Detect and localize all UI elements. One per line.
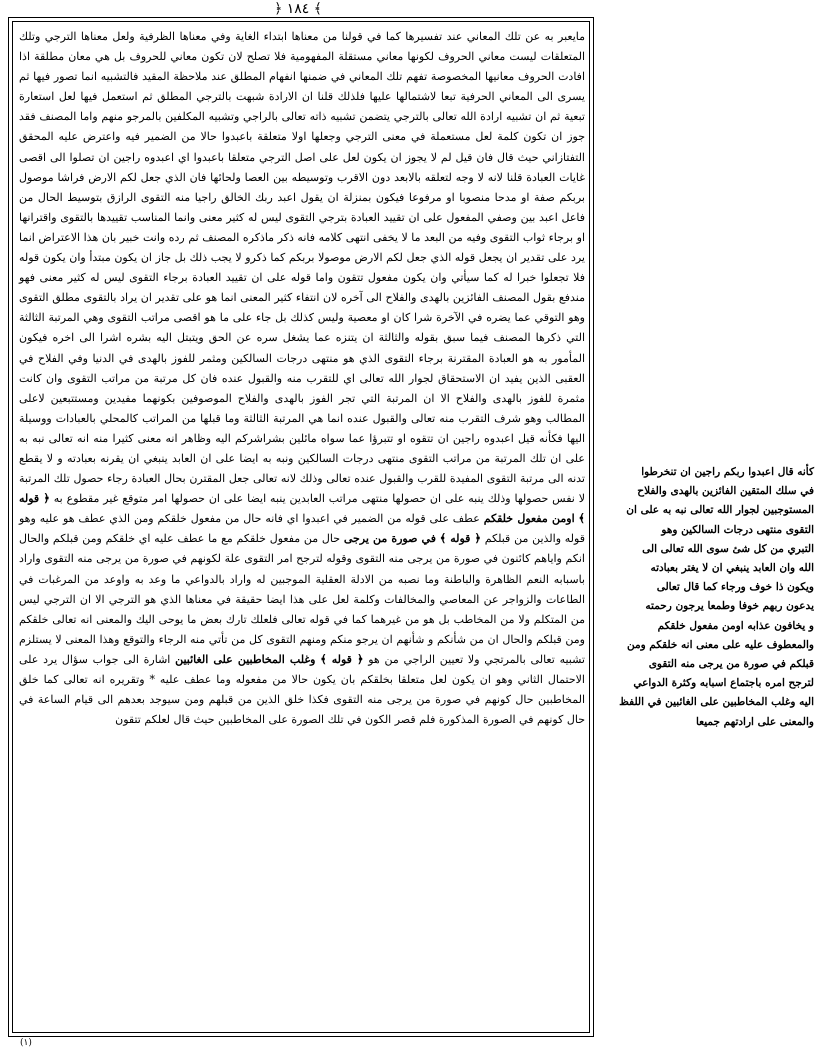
qawluhu-marker: ﴿ قوله ﴾ xyxy=(19,492,585,526)
commentary-paragraph-4: اشارة الى جواب سؤال يرد على الاحتمال الثاني وهو ان يكون لعل متعلقا بخلقكم بان يكون حالا من مفعوله وما عطف عليه * وتقريره انه تعالى كما خلق المخاطبين حال كونهم في صورة من يرجى منه التقوى فكذا خلق الذين من قبلهم ومن سيوجد بعدهم الى قيام الساعة في حال كونهم في الصورة المذكورة فلم قصر الكون في تلك الصورة على المخاطبين حيث قال لعلكم تتقون xyxy=(19,652,585,727)
quoted-phrase: اومن مفعول خلقكم xyxy=(483,512,575,526)
main-commentary xyxy=(19,27,585,730)
margin-line: ويكون ذا خوف ورجاء كما قال تعالى xyxy=(656,581,814,594)
commentary-paragraph-2: عطف على قوله من الضمير في اعبدوا اي فانه حال من مفعول خلقكم ومن الذي عطف هو عليه وهو قوله والذين من قبلكم xyxy=(19,512,585,546)
margin-line: في سلك المتقين الفائزين بالهدى والفلاح xyxy=(637,485,814,498)
margin-line: والمعطوف عليه على معنى انه خلقكم ومن xyxy=(626,638,814,651)
qawluhu-marker: ﴿ قوله ﴾ xyxy=(320,652,364,666)
margin-line: و يخافون عذابه اومن مفعول خلقكم xyxy=(657,619,814,632)
margin-line: اليه وغلب المخاطبين على الغائبين في اللفظ xyxy=(619,696,814,709)
margin-line: والمعنى على ارادتهم جميعا xyxy=(695,715,814,728)
margin-line: لترجح امره باجتماع اسبابه وكثرة الدواعي xyxy=(633,677,814,690)
commentary-paragraph-1: مايعبر به عن تلك المعاني عند تفسيرها كما في قولنا من معناها ابتداء الغاية وفي معناها الظرفية ولعل معناها الترجي وتلك المتعلقات ليست معاني الحروف لكونها معاني مستقلة المفهومية فلا تصلح لان تكون معاني للحروف بل هي معان مطلقة اذا افادت الحروف معانيها المخصوصة تفهم تلك المعاني في ضمنها انفهام المطلق عند ملاحظة المقيد فالتشبيه انما تصور فيها ثم يسرى الى المعاني الحرفية تبعا لاشتمالها عليها فلذلك قلنا ان الارادة شبهت بالترجي المطلق ثم استعمل فيها لعل استعارة تبعية ثم ان تشبيه ارادة الله تعالى بالترجي يتضمن تشبيه ذاته تعالى بالراجي وتشبيه المكلفين بالمرجو منهم واما المصنف فقد جوز ان تكون كلمة لعل مستعملة في معنى الترجي وجعلها اولا متعلقة باعبدوا حالا من الضمير فيه واعترض عليه المحقق التفتازاني حيث قال فان قيل لم لا يجوز ان يكون لعل على اصل الترجي متعلقا باعبدوا اي اعبدوه راجين ان تصلوا الى اقصى غايات العبادة قلنا لانه لا وجه لتعلقه بالابعد دون الاقرب وتوسيطه بين العصا ولحائها فان الذي جعل لكم الارض فراشا موصول بربكم صفة او مدحا منصوبا او مرفوعا فيكون بمنزلة ان يقول اعبد ربك الخالق راجيا منه التقوى الرازق بتوسيط الحال من فاعل اعبد بين وصفي المفعول على ان تقييد العبادة بترجي التقوى ليس له كثير معنى وانما المناسب تقييدها بالتقوى واقترانها او برجاء ثواب التقوى وفيه من البعد ما لا يخفى انتهى كلامه فانه ذكر ماذكره المصنف ثم رده وانت خبير بان هذا الاعتراض انما يرد على تقدير ان يجعل قوله الذي جعل لكم الارض موصولا بربكم كما ذكرو لا يجب ذلك بل جاز ان يكون مبتدأ وان يكون قوله فلا تجعلوا خبرا له كما سيأتي وان يكون مفعول تتقون واما قوله على ان تقييد العبادة برجاء التقوى ليس له كثير معنى فهو مندفع بقول المصنف الفائزين بالهدى والفلاح الى آخره لان انتفاء كثير المعنى انما هو على تقدير ان يراد بالتقوى مطلق التقوى وهو التوقي عما يضره في الآخرة شرا كان او معصية وليس كذلك بل جاء على ما هو اقصى مراتب التقوى وهي المرتبة الثالثة التي ذكرها المصنف فيما سبق بقوله والثالثة ان يتنزه عما يشغل سره عن الحق ويتبتل اليه بشره اشرا الى اخره فيكون المأمور به هو العبادة المقترنة برجاء التقوى الذي هو منتهى درجات السالكين ومثمر للفوز بالهدى في الدنيا وفي الفلاح في العقبى الذين يفيد ان الاستحقاق لجوار الله تعالى اي للتقرب منه والقبول عنده فان كل مرتبة من مراتب التقوى وان كانت مثمرة للفوز بالهدى والفلاح الا ان المرتبة التي تجر الفوز بالهدى والفلاح الموصوفين بكونهما مفيدين ومستتبعين لاعلى المطالب وهو شرف التقرب منه تعالى والقبول عنده انما هي المرتبة الثالثة وما قبلها من المراتب كالمحلي بالعبادات ووسيلة اليها فكأنه قيل اعبدوه راجين ان تتقوه او تتبرؤا عما سواه مائلين بشراشركم اليه وظاهر انه معنى كثيرا منه انه تعالى نبه به على ان تلك المرتبة من مراتب التقوى منتهى درجات السالكين ونبه به ايضا على ان العابد ينبغي ان يقرنه بعبادته و لا يقطع تدنه الى مرتبة التقوى المفيدة للقرب والقبول عنده تعالى وذلك لانه تعالى جعل المقترن بحال العبادة رجاء حصول تلك المرتبة لا نفس حصولها وذلك ينبه على ان حصولها منتهى مراتب العابدين ينبه ايضا على ان حصولها امر متوقع غير مقطوع به xyxy=(19,30,585,506)
footer-mark: (١) xyxy=(20,1038,32,1048)
main-text-frame xyxy=(8,17,594,1037)
commentary-paragraph-3: حال من مفعول خلقكم مع ما عطف عليه اي خلقكم ومن قبلكم والحال انكم واياهم كائنون في صورة من يرجى منه التقوى وقوله لترجح امر التقوى علة لكونهم في صورة من يرجى منه التقوى واراد باسبابه النعم الظاهرة والباطنة وما نصبه من الادلة العقلية الموجبين له واراد بالدواعي ما وعد به واوعد من المرغبات في الطاعات والزواجر عن المعاصي والمخالفات وكلمة لعل على هذا ايضا حقيقة في معناها الذي هو الترجي الا ان الترجي ليس من المتكلم ولا من المخاطب بل هو من غيرهما كما في قوله تعالى فلعلك تارك بعض ما يوحى اليك والمعنى انه تعالى خلقكم ومن قبلكم والحال ان من شأنكم و شأنهم ان يرجو منكم ومنهم التقوى كل من تأتي منه الرجاء والتوقع وهذا المعنى لا يستلزم تشبيه تعالى بالمرتجي ولا تعيين الراجي من هو xyxy=(19,532,585,666)
qawluhu-marker: ﴿ قوله ﴾ xyxy=(439,532,481,546)
margin-line: كأنه قال اعبدوا ربكم راجين ان تنخرطوا xyxy=(641,466,814,478)
margin-line: الله وان العابد ينبغي ان لا يغتر بعبادته xyxy=(650,562,814,575)
quoted-phrase: في صورة من يرجى xyxy=(343,532,436,546)
margin-line: قبلكم في صورة من يرجى منه التقوى xyxy=(648,658,814,671)
margin-note xyxy=(602,463,814,732)
margin-line: المستوجبين لجوار الله تعالى نبه به على ان xyxy=(626,504,814,517)
quoted-phrase: وغلب المخاطبين على الغائبين xyxy=(175,652,316,666)
margin-line: يدعون ربهم خوفا وطمعا يرجون رحمته xyxy=(645,600,814,613)
page-number: ﴿ ١٨٤ ﴾ xyxy=(274,1,322,17)
margin-line: التبري من كل شئ سوى الله تعالى الى xyxy=(642,542,814,555)
margin-line: التقوى منتهى درجات السالكين وهو xyxy=(661,523,814,536)
